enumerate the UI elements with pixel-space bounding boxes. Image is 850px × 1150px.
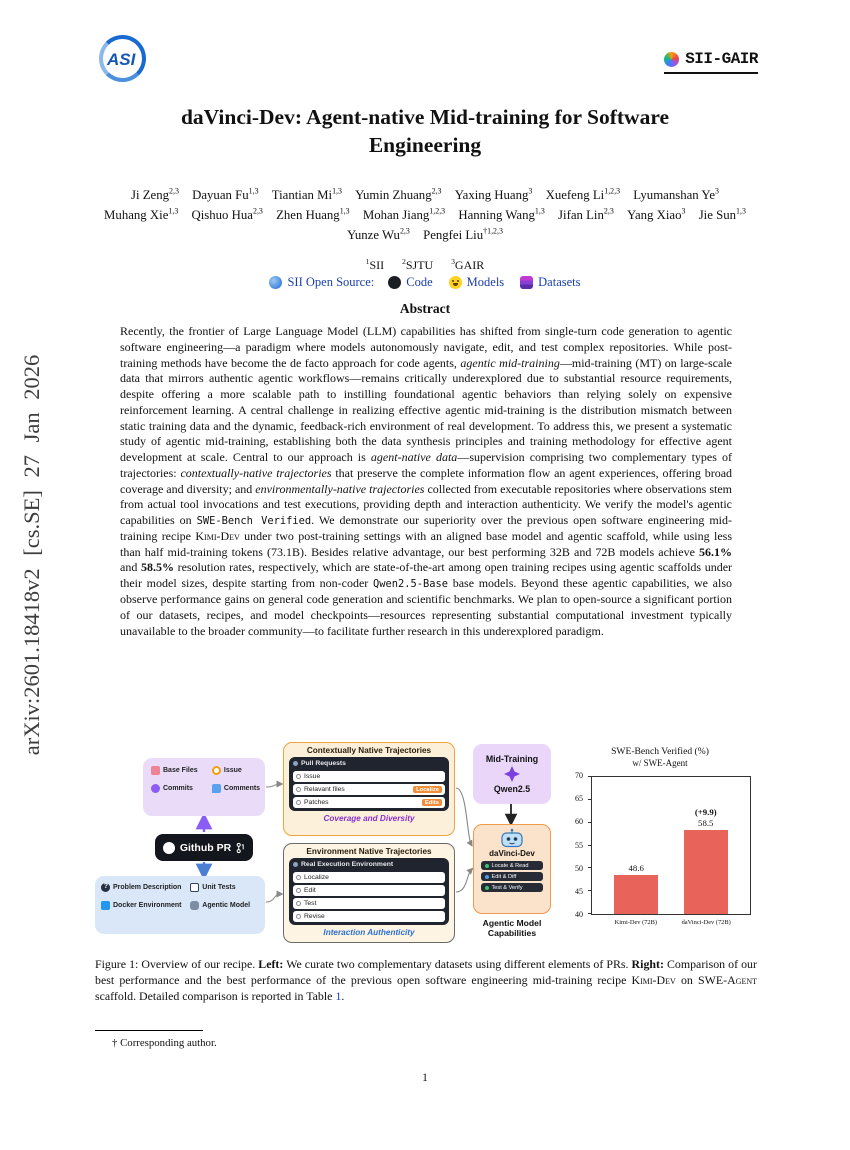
panel-row (293, 872, 445, 883)
badge-dot (485, 875, 489, 879)
row-badge[interactable]: Localize (413, 786, 442, 793)
ytick-mark (588, 913, 592, 914)
link-code[interactable] (388, 275, 432, 290)
davinci-title: daVinci-Dev (489, 849, 535, 858)
diagram-item (151, 784, 210, 793)
pull-request-icon (236, 842, 245, 854)
text-segment: that preserve the complete information flow an agent experiences, offering broad coverage and diversity; and (120, 465, 733, 496)
text-segment: Kimi-Dev (631, 972, 676, 987)
davinci-dev-box (473, 824, 551, 914)
diagram-item (101, 901, 188, 910)
panel-row (293, 784, 445, 795)
author-superscript: †1,2,3 (483, 227, 503, 237)
row-badge[interactable]: Edits (422, 799, 442, 806)
text-segment: We curate two complementary datasets using different elements of PRs. (283, 957, 632, 971)
agentic-capabilities-label: Agentic Model Capabilities (482, 918, 542, 939)
figure-caption (95, 957, 757, 1004)
datasets-icon (520, 276, 533, 289)
github-pr-box (155, 834, 253, 861)
github-pr-label: Github PR (179, 841, 232, 854)
badge-label: Edit & Diff (491, 873, 517, 880)
author: Pengfei Liu$^{\dagger 1,2,3}$ (423, 227, 503, 243)
link-label: Datasets (538, 275, 581, 289)
author-superscript: 2,3 (603, 207, 614, 217)
text-segment: base models. Beyond these agentic capabilities, we also observe performance gains on general code generation and scientific benchmarks. We plan to open-source a significant portion of our datasets, recipes, and model checkpoints—resources representing substantial computational investment typically unavailable to the broader community—to facilitate further research in this underexplored paradigm. (120, 576, 732, 638)
execution-panel (289, 858, 449, 925)
author-superscript: 3 (681, 207, 686, 217)
huggingface-icon (449, 276, 462, 289)
diagram-item (212, 766, 261, 775)
bar-value-label: 58.5 (698, 817, 714, 828)
text-segment: —mid-training (MT) on large-scale data that mirrors authentic agentic workflows—remains critically underexplored due to substantial resource requirements, despite offering a more scalable path to instilling foundational agentic behaviors than relying solely on expensive reinforcement learning. A central challenge in realizing effective agentic mid-training is the distribution mismatch between static training data and the dynamic, feedback-rich environment of real development. To address this, we present a systematic study of agentic mid-training, establishing both the data synthesis principles and training methodology for effective agent development at scale. Central to our approach is (120, 355, 732, 465)
link-label: Models (466, 275, 505, 289)
panel-row (293, 898, 445, 909)
corresponding-author-footnote: † Corresponding author. (112, 1037, 217, 1049)
author-superscript: 3 (528, 187, 533, 196)
text-segment: agent-native data (370, 450, 458, 465)
author: Tiantian Mi$^{1,3}$ (271, 187, 342, 203)
author: Xuefeng Li$^{1,2,3}$ (545, 187, 621, 203)
coverage-diversity-caption: Coverage and Diversity (323, 814, 415, 823)
row-icon (296, 914, 301, 919)
ytick-mark (588, 776, 592, 777)
text-segment: agentic mid-training (460, 355, 560, 370)
page-number: 1 (422, 1072, 428, 1084)
author: Ji Zeng$^{2,3}$ (130, 187, 179, 203)
ytick-mark (588, 822, 592, 823)
badge-dot (485, 886, 489, 890)
author: Jie Sun$^{1,3}$ (698, 207, 746, 223)
contextual-title: Contextually Native Trajectories (306, 746, 432, 755)
environment-inputs-box (95, 876, 265, 934)
author: Muhang Xie$^{1,3}$ (104, 207, 179, 223)
author: Hanning Wang$^{1,3}$ (458, 207, 545, 223)
footnote-rule (95, 1030, 203, 1031)
diagram-item (212, 784, 261, 793)
affiliation-superscript: 2 (402, 257, 406, 266)
env-grid (101, 883, 263, 910)
paper-title: daVinci-Dev: Agent-native Mid-training for Software Engineering (180, 105, 670, 157)
text-segment: and (120, 560, 141, 575)
robot-icon (499, 828, 525, 848)
agent-icon (190, 901, 199, 910)
diagram-item-label: Problem Description (113, 884, 182, 891)
pull-requests-panel (289, 757, 449, 811)
ytick-label: 70 (575, 771, 583, 780)
ytick-mark (588, 799, 592, 800)
question-icon (101, 883, 110, 892)
pr-sources-grid (151, 766, 261, 793)
issue-icon (212, 766, 221, 775)
text-segment: on (675, 972, 699, 987)
author: Mohan Jiang$^{1,2,3}$ (362, 207, 446, 223)
panel-header-label: Pull Requests (301, 760, 346, 767)
arxiv-watermark: arXiv:2601.18418v2 [cs.SE] 27 Jan 2026 (19, 354, 44, 756)
sii-open-source-label (269, 275, 374, 290)
author-superscript: 1,3 (248, 187, 259, 196)
panel-row-label: Issue (304, 773, 321, 780)
diagram-item-label: Unit Tests (202, 884, 236, 891)
affiliation: $^2$SJTU (402, 257, 434, 272)
panel-row-label: Patches (304, 799, 329, 806)
author-superscript: 1,3 (332, 187, 342, 196)
capability-badge (481, 872, 543, 881)
x-category-label: daVinci-Dev (72B) (681, 919, 731, 926)
davinci-badges (481, 859, 543, 892)
diagram-item-label: Agentic Model (202, 902, 251, 909)
panel-row-label: Test (304, 900, 317, 907)
text-segment: . We demonstrate our superiority over the previous open software engineering mid-training recipe (120, 513, 732, 543)
sii-icon (269, 276, 282, 289)
author: Lyumanshan Ye$^3$ (633, 187, 720, 203)
text-segment: 58.5% (140, 560, 174, 575)
panel-row-label: Edit (304, 887, 316, 894)
capability-badge (481, 883, 543, 892)
text-segment: resolution rates, respectively, which are state-of-the-art among open training recipes using agentic scaffolds under their model sizes, despite starting from non-coder (120, 560, 733, 591)
github-icon (163, 842, 175, 854)
author: Dayuan Fu$^{1,3}$ (192, 187, 259, 203)
author-superscript: 1,3 (736, 207, 746, 217)
ytick-mark (588, 867, 592, 868)
github-icon (388, 276, 401, 289)
diagram-item-label: Docker Environment (113, 902, 182, 909)
pr-sources-box (143, 758, 265, 816)
text-segment: SWE-Agent (698, 972, 757, 987)
row-icon (296, 875, 301, 880)
author: Jifan Lin$^{2,3}$ (558, 207, 614, 223)
execution-header (293, 861, 445, 870)
ytick-mark (588, 845, 592, 846)
author-superscript: 2,3 (169, 187, 179, 196)
row-icon (296, 800, 301, 805)
bar (684, 830, 728, 914)
diagram-item (151, 766, 210, 775)
author: Zhen Huang$^{1,3}$ (276, 207, 350, 223)
capability-badge (481, 861, 543, 870)
sii-gair-text: SII-GAIR (685, 50, 758, 68)
text-segment: —supervision comprising two complementary types of trajectories: (120, 450, 733, 480)
author-superscript: 2,3 (431, 187, 442, 196)
environment-rows (293, 872, 445, 922)
bar-chart (563, 742, 757, 947)
author: Yaxing Huang$^3$ (454, 187, 533, 203)
text-segment: Kimi-Dev (195, 528, 240, 543)
panel-row-label: Localize (304, 874, 329, 881)
bar-annotation: (+9.9) (694, 806, 717, 817)
panel-row (293, 797, 445, 808)
panel-header-label: Real Execution Environment (301, 861, 394, 868)
row-icon (296, 774, 301, 779)
panel-row-label: Revise (304, 913, 325, 920)
bar-value-label: 48.6 (628, 862, 644, 873)
text-segment: Recently, the frontier of Large Language Model (LLM) capabilities has shifted from single-turn code generation to agentic software engineering—a paradigm where models autonomously navigate, edit, and test complex repositories. While post-training methods have become the de facto approach for code agents, (120, 324, 732, 370)
sii-gair-logo (664, 50, 758, 74)
mid-training-title: Mid-Training (485, 754, 539, 764)
text-segment: Figure 1: Overview of our recipe. (95, 957, 259, 971)
author-superscript: 3 (715, 187, 720, 196)
environment-trajectories-box (283, 843, 455, 943)
text-segment: Qwen2.5-Base (372, 578, 449, 591)
author-superscript: 1,3 (339, 207, 350, 217)
author-superscript: 1,3 (534, 207, 545, 217)
ref-link[interactable]: 1 (335, 988, 342, 1003)
ytick-mark (588, 890, 592, 891)
badge-label: Locate & Read (491, 862, 529, 869)
chart-plot (591, 776, 751, 915)
comments-icon (212, 784, 221, 793)
environment-title: Environment Native Trajectories (306, 847, 432, 856)
resource-links (0, 275, 850, 290)
badge-dot (485, 864, 489, 868)
ytick-label: 65 (575, 794, 583, 804)
abstract-text (120, 324, 732, 639)
text-segment: Comparison of our best performance and the best performance of the previous open software engineering mid-training recipe (95, 957, 757, 987)
panel-icon (293, 862, 298, 867)
diagram-item (101, 883, 188, 892)
asi-logo (97, 34, 153, 84)
mid-training-box (473, 744, 551, 804)
contextual-trajectories-box (283, 742, 455, 836)
chart-title: SWE-Bench Verified (%) (611, 746, 709, 757)
diagram-item (190, 901, 263, 910)
text-segment: Right: (631, 957, 664, 971)
interaction-authenticity-caption: Interaction Authenticity (323, 928, 415, 937)
diagram-item-label: Commits (163, 785, 193, 792)
badge-label: Test & Verify (491, 884, 523, 891)
link-datasets[interactable] (520, 275, 580, 290)
ytick-label: 45 (575, 886, 583, 896)
panel-row-label: Relavant files (304, 786, 345, 793)
ytick-label: 60 (575, 817, 583, 827)
affiliation: $^1$SII (365, 257, 385, 272)
ytick-label: 50 (575, 863, 583, 873)
x-category-label: Kimi-Dev (72B) (614, 919, 657, 926)
docker-icon (101, 901, 110, 910)
affiliation-superscript: 3 (451, 257, 455, 266)
text-segment: Left: (258, 957, 284, 971)
authors-block (90, 186, 760, 246)
diagram-item-label: Comments (223, 785, 261, 792)
text-segment: . (341, 988, 345, 1003)
author: Yunze Wu$^{2,3}$ (347, 227, 410, 243)
row-icon (296, 888, 301, 893)
pull-requests-header (293, 760, 445, 769)
author: Yumin Zhuang$^{2,3}$ (355, 187, 442, 203)
diagram-item-label: Base Files (163, 767, 198, 774)
diagram-item (190, 883, 263, 892)
resource-links-items (388, 275, 580, 290)
qwen-model-label: Qwen2.5 (493, 784, 531, 794)
author: Yang Xiao$^3$ (627, 207, 686, 223)
link-models[interactable] (449, 275, 505, 290)
qwen-logo-icon (504, 766, 520, 782)
text-segment: contextually-native trajectories (180, 465, 332, 480)
diagram-item-label: Issue (223, 767, 242, 774)
author: Qishuo Hua$^{2,3}$ (191, 207, 263, 223)
row-icon (296, 901, 301, 906)
bar (614, 875, 658, 914)
text-segment: scaffold. Detailed comparison is reported in Table (95, 988, 336, 1003)
commits-icon (151, 784, 160, 793)
affiliations (0, 257, 850, 273)
contextual-rows (293, 771, 445, 808)
ytick-label: 55 (575, 840, 583, 850)
author-superscript: 2,3 (399, 227, 410, 237)
row-icon (296, 787, 301, 792)
panel-row (293, 771, 445, 782)
text-segment: under two post-training settings with an aligned base model and agentic scaffold, while using less than half mid-training tokens (73.1B). Besides relative advantage, our best performing 32B and 72B models achieve (120, 528, 732, 559)
chart-xlabels (591, 917, 751, 929)
files-icon (151, 766, 160, 775)
author-superscript: 1,2,3 (604, 187, 621, 196)
author-superscript: 1,2,3 (429, 207, 446, 217)
asi-logo-text: ASI (107, 50, 136, 69)
abstract-heading: Abstract (399, 301, 451, 316)
tests-icon (190, 883, 199, 892)
author-superscript: 1,3 (168, 207, 179, 217)
text-segment: SWE-Bench Verified (196, 515, 312, 528)
panel-row (293, 911, 445, 922)
figure-1 (95, 742, 757, 950)
chart-subtitle: w/ SWE-Agent (632, 758, 688, 768)
text-segment: collected from executable repositories where observations stem from actual tool invocations and test executions, providing depth and interaction authenticity. We verify the model's agentic capabilities on (120, 481, 733, 528)
sii-gair-icon (664, 52, 679, 67)
links-prefix: SII Open Source: (287, 275, 375, 289)
text-segment: environmentally-native trajectories (255, 481, 425, 496)
text-segment: 56.1% (699, 544, 732, 559)
chart-yaxis (563, 771, 589, 919)
affiliation-superscript: 1 (365, 257, 370, 266)
link-label: Code (406, 275, 433, 289)
ytick-label: 40 (575, 910, 583, 919)
panel-row (293, 885, 445, 896)
panel-icon (293, 761, 298, 766)
affiliation: $^3$GAIR (451, 257, 485, 272)
author-superscript: 2,3 (252, 207, 263, 217)
